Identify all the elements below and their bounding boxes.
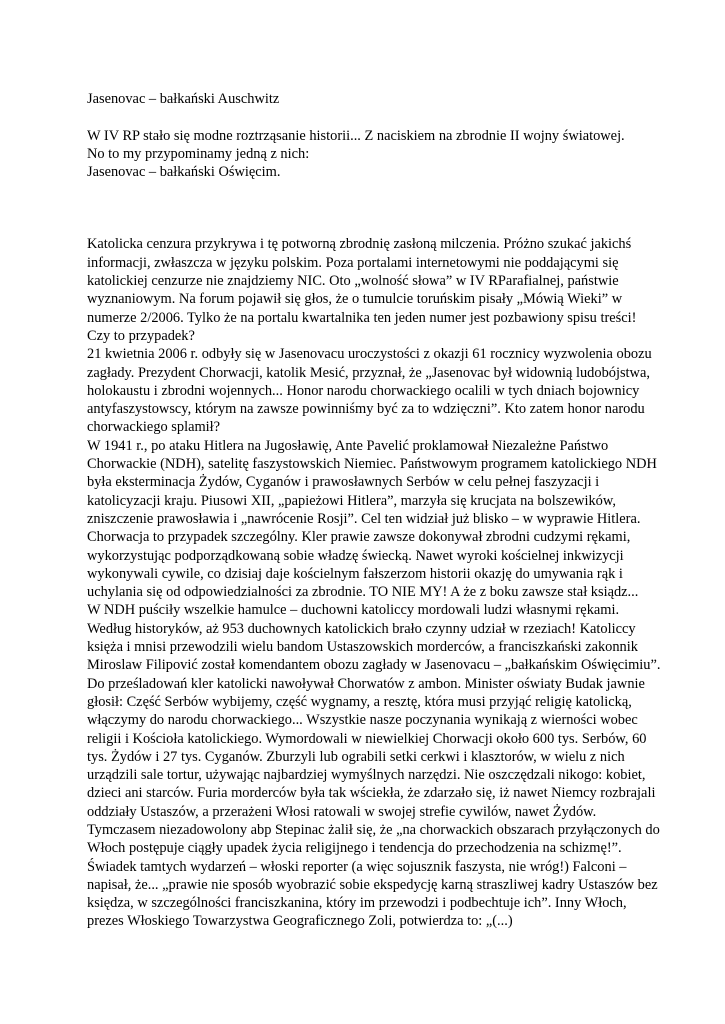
document-body <box>87 90 662 931</box>
paragraph: Świadek tamtych wydarzeń – włoski reporter (a więc sojusznik faszysta, nie wróg!) Falconi – napisał, że... „prawie nie sposób wyobrazić sobie ekspedycję karną straszliwej kadry Ustaszów bez księdza, w szczególności franciszkanina, który im przewodzi i podbechtuje ich”. Inny Włoch, prezes Włoskiego Towarzystwa Geograficznego Zoli, potwierdza to: „(...) <box>87 858 658 930</box>
blank-space <box>87 181 662 235</box>
document-title: Jasenovac – bałkański Auschwitz <box>87 91 280 107</box>
paragraph: W NDH puściły wszelkie hamulce – duchowni katoliccy mordowali ludzi własnymi rękami. Według historyków, aż 953 duchownych katolickich brało czynny udział w rzeziach! Katoliccy księża i mnisi przewodzili wielu bandom Ustaszowskich morderców, a franciszkański zakonnik Miroslaw Filipović został komendantem obozu zagłady w Jasenovacu – „bałkańskim Oświęcimiu”. Do prześladowań kler katolicki nawoływał Chorwatów z ambon. Minister oświaty Budak jawnie głosił: Część Serbów wybijemy, część wygnamy, a resztę, która musi przyjąć religię katolicką, włączymy do narodu chorwackiego... Wszystkie nasze poczynania wynikają z wierności wobec religii i Kościoła katolickiego. Wymordowali w niewielkiej Chorwacji około 600 tys. Serbów, 60 tys. Żydów i 27 tys. Cyganów. Zburzyli lub ograbili setki cerkwi i klasztorów, w wielu z nich urządzili sale tortur, używając najbardziej wymyślnych narzędzi. Nie oszczędzali nikogo: kobiet, dzieci ani starców. Furia morderców była tak wściekła, że zdarzało się, iż nawet Niemcy rozbrajali oddziały Ustaszów, a przerażeni Włosi ratowali w swojej strefie cywilów, nawet Żydów. Tymczasem niezadowolony abp Stepinac żalił się, że „na chorwackich obszarach przyłączonych do Włoch postępuje ciągły upadek życia religijnego i tendencja do przechodzenia na schizmę!”. <box>87 602 661 857</box>
intro-line: W IV RP stało się modne roztrząsanie historii... Z naciskiem na zbrodnie II wojny światowej. <box>87 127 625 144</box>
paragraph: 21 kwietnia 2006 r. odbyły się w Jasenovacu uroczystości z okazji 61 rocznicy wyzwolenia obozu zagłady. Prezydent Chorwacji, katolik Mesić, przyznał, że „Jasenovac był widownią ludobójstwa, holokaustu i zbrodni wojennych... Honor narodu chorwackiego ocalili w tych dniach bojownicy antyfaszystowscy, którym na zawsze powinniśmy być za to wdzięczni”. Kto zatem honor narodu chorwackiego splamił? <box>87 346 652 436</box>
paragraph: W 1941 r., po ataku Hitlera na Jugosławię, Ante Pavelić proklamował Niezależne Państwo Chorwackie (NDH), satelitę faszystowskich Niemiec. Państwowym programem katolickiego NDH była eksterminacja Żydów, Cyganów i prawosławnych Serbów w celu pełnej faszyzacji i katolicyzacji kraju. Piusowi XII, „papieżowi Hitlera”, marzyła się krucjata na bolszewików, zniszczenie prawosławia i „nawrócenie Rosji”. Cel ten widział już blisko – w wyprawie Hitlera. <box>87 437 657 527</box>
paragraph: Katolicka cenzura przykrywa i tę potworną zbrodnię zasłoną milczenia. Próżno szukać jakichś informacji, zwłaszcza w języku polskim. Poza portalami internetowymi nie poddającymi się katolickiej cenzurze nie znajdziemy NIC. Oto „wolność słowa” w IV RParafialnej, państwie wyznaniowym. Na forum pojawił się głos, że o tumulcie toruńskim pisały „Mówią Wieki” w numerze 2/2006. Tylko że na portalu kwartalnika ten jeden numer jest pozbawiony spisu treści! Czy to przypadek? <box>87 236 637 344</box>
intro-line: No to my przypominamy jedną z nich: <box>87 145 310 162</box>
intro-line: Jasenovac – bałkański Oświęcim. <box>87 164 281 181</box>
paragraph: Chorwacja to przypadek szczególny. Kler prawie zawsze dokonywał zbrodni cudzymi rękami, wykorzystując podporządkowaną sobie władzę świecką. Nawet wyroki kościelnej inkwizycji wykonywali cywile, co dzisiaj daje kościelnym fałszerzom historii okazję do umywania rąk i uchylania się od odpowiedzialności za zbrodnie. TO NIE MY! A że z boku zawsze stał ksiądz... <box>87 529 639 601</box>
